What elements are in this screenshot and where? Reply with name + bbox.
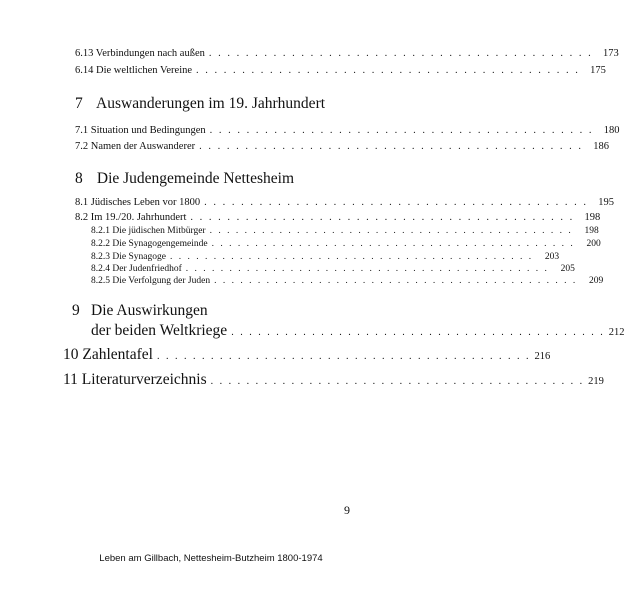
- toc-entry-title: 6.13 Verbindungen nach außen: [75, 48, 205, 59]
- toc-entry-page: 195: [598, 197, 614, 208]
- toc-entry-title: 8.2.2 Die Synagogengemeinde: [91, 239, 208, 249]
- dot-leader: . . . . . . . . . . . . . . . . . . . . . . . . . . . . . . . . . . . . . . . . . .: [210, 376, 585, 387]
- toc-entry: [75, 197, 614, 208]
- dot-leader: . . . . . . . . . . . . . . . . . . . . . . . . . . . . . . . . . . . . . . . . . .: [156, 351, 531, 362]
- toc-entry-page: 212: [608, 327, 624, 338]
- toc-subentry: [91, 252, 560, 262]
- toc-entry-page: 175: [590, 65, 606, 76]
- toc-entry: [75, 141, 609, 152]
- toc-entry-page: 186: [593, 141, 609, 152]
- toc-entry-page: 216: [534, 351, 551, 362]
- chapter-title: Die Judengemeinde Nettesheim: [96, 170, 295, 187]
- dot-leader: . . . . . . . . . . . . . . . . . . . . . . . . . . . . . . . . . . . . . . . . . .: [199, 141, 583, 152]
- chapter-title: 11 Literaturverzeichnis: [63, 371, 207, 388]
- toc-entry-page: 198: [584, 212, 601, 223]
- toc-subentry: [91, 276, 604, 286]
- toc-entry-page: 209: [588, 276, 604, 286]
- toc-entry-title: 7.1 Situation und Bedingungen: [75, 125, 206, 136]
- chapter-heading: [72, 302, 208, 320]
- toc-entry-page: 173: [602, 48, 619, 59]
- chapter-number: 7: [75, 95, 83, 112]
- dot-leader: . . . . . . . . . . . . . . . . . . . . . . . . . . . . . . . . . . . . . . . . . .: [196, 65, 580, 76]
- toc-entry-title: 8.2.3 Die Synagoge: [91, 252, 166, 262]
- toc-entry-page: 203: [544, 252, 560, 262]
- toc-entry: [63, 371, 604, 389]
- toc-entry-page: 200: [586, 239, 601, 249]
- page-number: 9: [344, 503, 350, 517]
- toc-entry-title: 8.1 Jüdisches Leben vor 1800: [75, 197, 201, 208]
- dot-leader: . . . . . . . . . . . . . . . . . . . . . . . . . . . . . . . . . . . . . . . . . .: [211, 239, 575, 249]
- toc-entry-title: 8.2 Im 19./20. Jahrhundert: [75, 212, 187, 223]
- dot-leader: . . . . . . . . . . . . . . . . . . . . . . . . . . . . . . . . . . . . . . . . . .: [185, 264, 549, 274]
- chapter-heading: [75, 170, 294, 188]
- dot-leader: . . . . . . . . . . . . . . . . . . . . . . . . . . . . . . . . . . . . . . . . . .: [214, 276, 578, 286]
- toc-subentry: [91, 239, 601, 249]
- toc-entry-page: 219: [588, 376, 604, 387]
- dot-leader: . . . . . . . . . . . . . . . . . . . . . . . . . . . . . . . . . . . . . . . . . .: [169, 252, 534, 262]
- dot-leader: . . . . . . . . . . . . . . . . . . . . . . . . . . . . . . . . . . . . . . . . . .: [231, 327, 605, 338]
- chapter-title: Auswanderungen im 19. Jahrhundert: [96, 95, 326, 112]
- toc-entry-page: 180: [603, 125, 620, 136]
- toc-subentry: [91, 226, 599, 236]
- dot-leader: . . . . . . . . . . . . . . . . . . . . . . . . . . . . . . . . . . . . . . . . . .: [208, 48, 593, 59]
- toc-entry: [75, 212, 601, 223]
- toc-entry: [75, 48, 619, 59]
- dot-leader: . . . . . . . . . . . . . . . . . . . . . . . . . . . . . . . . . . . . . . . . . .: [204, 197, 588, 208]
- toc-entry-title: 8.2.1 Die jüdischen Mitbürger: [91, 226, 206, 236]
- chapter-heading: [75, 95, 325, 113]
- chapter-number: 9: [72, 302, 80, 319]
- toc-entry: [63, 346, 551, 364]
- dot-leader: . . . . . . . . . . . . . . . . . . . . . . . . . . . . . . . . . . . . . . . . . .: [209, 125, 594, 136]
- toc-entry: [91, 322, 624, 340]
- dot-leader: . . . . . . . . . . . . . . . . . . . . . . . . . . . . . . . . . . . . . . . . . .: [190, 212, 575, 223]
- chapter-title: 10 Zahlentafel: [63, 346, 153, 363]
- toc-entry-title: 6.14 Die weltlichen Vereine: [75, 65, 193, 76]
- chapter-title: Die Auswirkungen: [91, 302, 208, 319]
- toc-subentry: [91, 264, 575, 274]
- toc-entry-title: 8.2.4 Der Judenfriedhof: [91, 264, 182, 274]
- toc-entry-page: 198: [584, 226, 599, 236]
- toc-entry-title: 8.2.5 Die Verfolgung der Juden: [91, 276, 211, 286]
- toc-entry: [75, 65, 606, 76]
- footer-caption: Leben am Gillbach, Nettesheim-Butzheim 1800-1974: [99, 553, 323, 564]
- chapter-number: 8: [75, 170, 83, 187]
- chapter-title-continued: der beiden Weltkriege: [91, 322, 228, 339]
- toc-entry-title: 7.2 Namen der Auswanderer: [75, 141, 196, 152]
- toc-entry-page: 205: [560, 264, 575, 274]
- toc-entry: [75, 125, 620, 136]
- dot-leader: . . . . . . . . . . . . . . . . . . . . . . . . . . . . . . . . . . . . . . . . . .: [209, 226, 573, 236]
